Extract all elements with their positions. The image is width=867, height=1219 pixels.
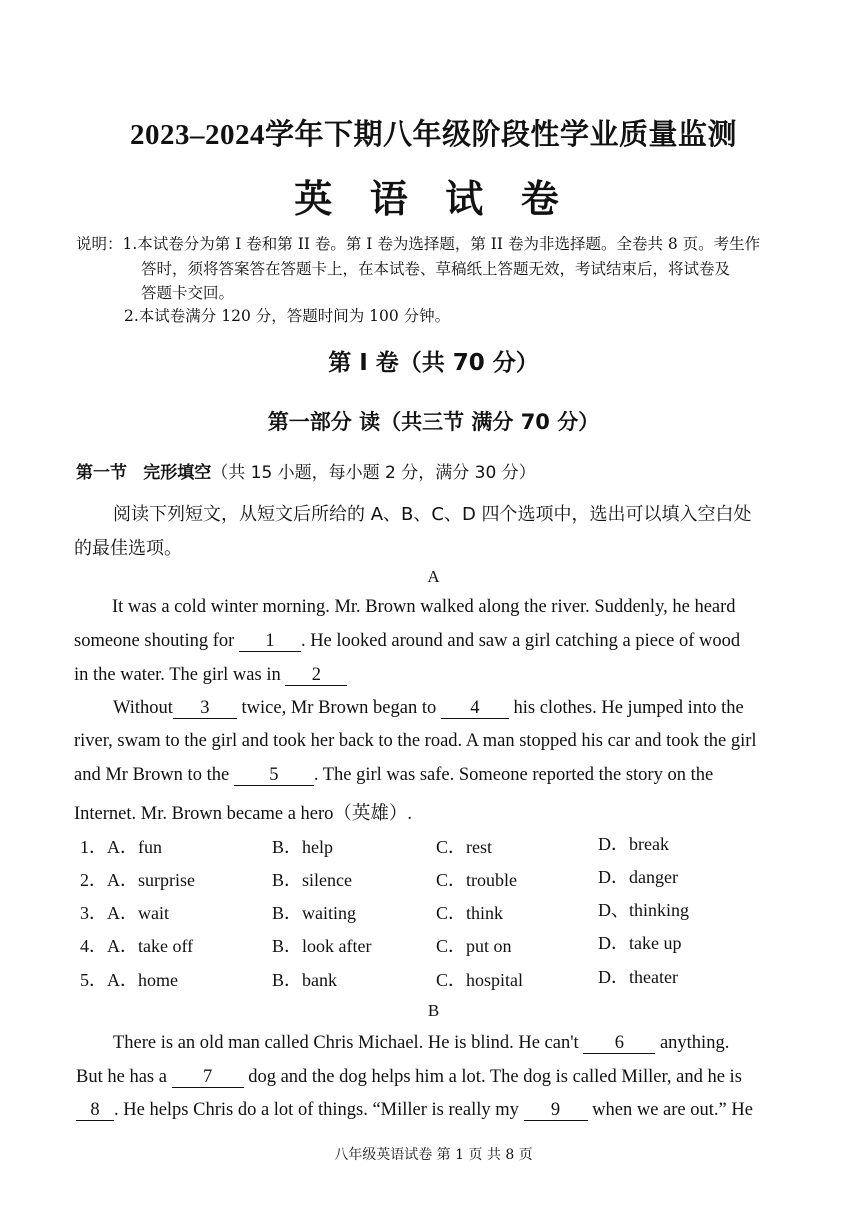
option-b: B．bank xyxy=(272,970,337,990)
passage-a-line-3 xyxy=(74,665,347,686)
option-b: B．silence xyxy=(272,870,352,890)
passage-a-line-4 xyxy=(113,698,744,719)
blank-9: 9 xyxy=(524,1101,588,1121)
note-line-4: 2.本试卷满分 120 分，答题时间为 100 分钟。 xyxy=(124,307,451,325)
passage-a-line-5: river, swam to the girl and took her back to the road. A man stopped his car and took the girl xyxy=(74,731,757,751)
option-b: B．waiting xyxy=(272,903,356,923)
question-number: 2． xyxy=(80,870,107,890)
section-name: 完形填空 xyxy=(143,463,212,483)
instruction-line-2: 的最佳选项。 xyxy=(74,538,182,559)
blank-5: 5 xyxy=(234,766,314,786)
blank-7: 7 xyxy=(172,1068,244,1088)
blank-3: 3 xyxy=(173,699,237,719)
blank-8: 8 xyxy=(76,1101,114,1121)
option-d: D．theater xyxy=(598,967,678,987)
passage-b-text: anything. xyxy=(659,1033,730,1053)
option-d: D．break xyxy=(598,834,669,854)
note-line-1: 说明：1.本试卷分为第 I 卷和第 II 卷。第 I 卷为选择题，第 II 卷为非选择题。全卷共 8 页。考生作 xyxy=(76,235,761,253)
passage-a-text: twice, Mr Brown began to xyxy=(241,698,437,718)
note-line-2: 答时，须将答案答在答题卡上，在本试卷、草稿纸上答题无效，考试结束后，将试卷及 xyxy=(141,260,731,278)
option-d: D．take up xyxy=(598,933,682,953)
question-number: 3． xyxy=(80,903,107,923)
passage-a-line-6 xyxy=(74,765,713,786)
exam-subtitle: 英 语 试 卷 xyxy=(294,179,573,221)
option-b: B．look after xyxy=(272,936,372,956)
option-row xyxy=(80,966,178,992)
passage-a-text: in the water. The girl was in xyxy=(74,665,281,685)
passage-b-letter: B xyxy=(427,1001,440,1020)
passage-a-text: . The girl was safe. Someone reported the story on the xyxy=(313,765,714,785)
passage-b-text: when we are out.” He xyxy=(592,1100,753,1120)
option-a: A．take off xyxy=(107,936,194,956)
option-c: C．trouble xyxy=(436,870,517,890)
option-a: A．fun xyxy=(107,837,162,857)
option-a: A．home xyxy=(107,970,178,990)
page-footer: 八年级英语试卷 第 1 页 共 8 页 xyxy=(334,1147,533,1163)
passage-b-line-1 xyxy=(113,1033,729,1054)
option-row xyxy=(80,932,193,958)
option-a: A．wait xyxy=(107,903,169,923)
exam-title: 2023–2024学年下期八年级阶段性学业质量监测 xyxy=(129,119,737,151)
question-number: 1． xyxy=(80,837,107,857)
passage-a-line-7: Internet. Mr. Brown became a hero（英雄）. xyxy=(74,804,413,824)
blank-6: 6 xyxy=(583,1034,655,1054)
passage-a-text: and Mr Brown to the xyxy=(74,765,230,785)
passage-b-text: dog and the dog helps him a lot. The dog is called Miller, and he is xyxy=(248,1067,742,1087)
option-row xyxy=(80,833,162,859)
note-line-3: 答题卡交回。 xyxy=(141,284,235,302)
passage-a-text: . He looked around and saw a girl catching a piece of wood xyxy=(300,631,741,651)
option-d: D．danger xyxy=(598,867,678,887)
section-label: 第一节 xyxy=(76,463,127,483)
option-c: C．think xyxy=(436,903,504,923)
option-row xyxy=(80,899,169,925)
passage-a-text: his clothes. He jumped into the xyxy=(513,698,744,718)
option-c: C．hospital xyxy=(436,970,524,990)
volume-heading: 第 I 卷（共 70 分） xyxy=(328,350,539,376)
passage-b-line-2 xyxy=(76,1067,742,1088)
blank-1: 1 xyxy=(239,632,301,652)
passage-a-line-2 xyxy=(74,631,740,652)
passage-a-line-1: It was a cold winter morning. Mr. Brown walked along the river. Suddenly, he heard xyxy=(112,597,736,617)
passage-a-text: Without xyxy=(113,698,173,718)
option-c: C．put on xyxy=(436,936,512,956)
passage-b-line-3 xyxy=(76,1100,753,1121)
question-number: 5． xyxy=(80,970,107,990)
option-b: B．help xyxy=(272,837,333,857)
passage-a-letter: A xyxy=(427,567,440,586)
option-a: A．surprise xyxy=(107,870,195,890)
blank-2: 2 xyxy=(285,666,347,686)
option-row xyxy=(80,866,195,892)
blank-4: 4 xyxy=(441,699,509,719)
instruction-line-1: 阅读下列短文，从短文后所给的 A、B、C、D 四个选项中，选出可以填入空白处 xyxy=(113,504,752,525)
section-heading xyxy=(76,458,536,483)
passage-a-text: someone shouting for xyxy=(74,631,235,651)
passage-b-text: . He helps Chris do a lot of things. “Miller is really my xyxy=(114,1100,519,1120)
passage-b-text: But he has a xyxy=(76,1067,167,1087)
section-detail: （共 15 小题，每小题 2 分，满分 30 分） xyxy=(211,463,536,483)
passage-b-text: There is an old man called Chris Michael. He is blind. He can't xyxy=(113,1033,579,1053)
option-d: D、thinking xyxy=(598,900,690,920)
option-c: C．rest xyxy=(436,837,492,857)
part-heading: 第一部分 读（共三节 满分 70 分） xyxy=(267,410,600,434)
question-number: 4． xyxy=(80,936,107,956)
